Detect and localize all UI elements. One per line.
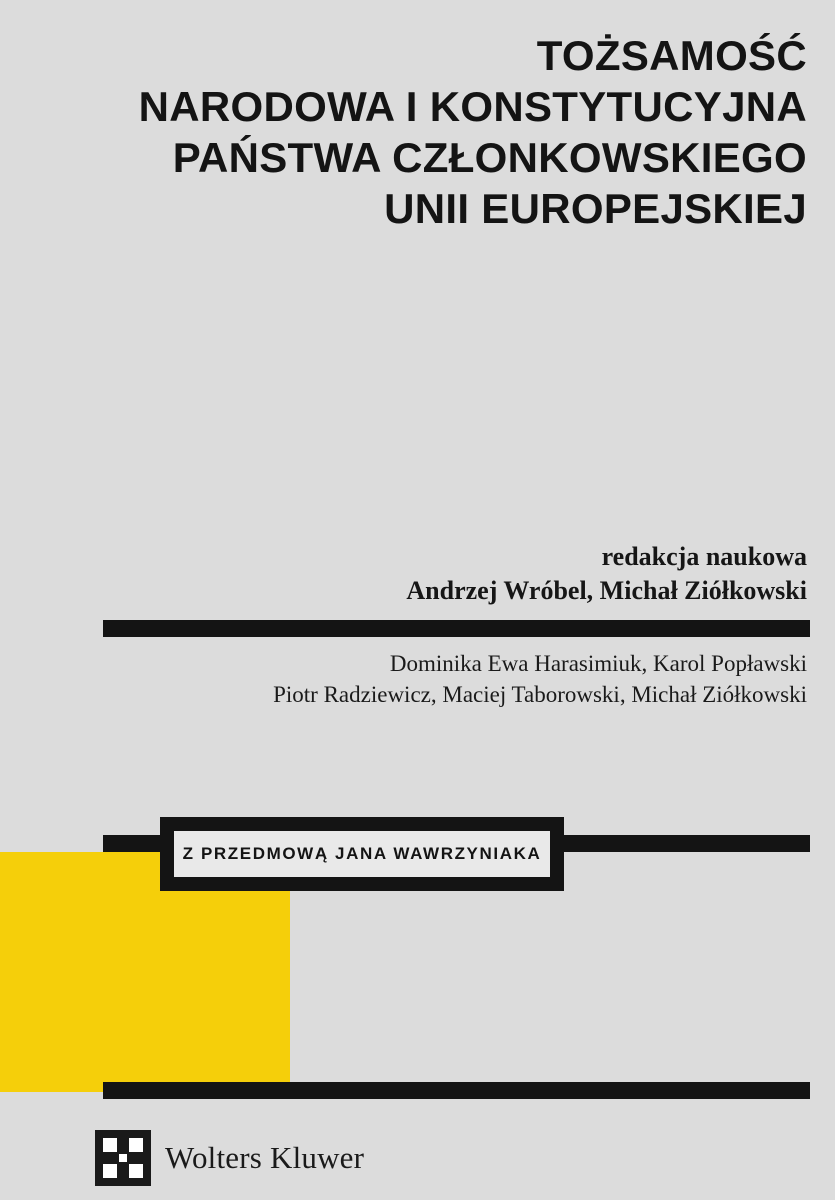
title-line-2: NARODOWA I KONSTYTUCYJNA: [138, 83, 807, 130]
page-title: [107, 30, 807, 234]
editors-label: redakcja naukowa: [601, 542, 807, 571]
authors-block: [67, 648, 807, 710]
editors-block: [107, 540, 807, 608]
foreword-badge: [160, 817, 564, 891]
publisher-logo: [95, 1130, 364, 1186]
author-line-2: Piotr Radziewicz, Maciej Taborowski, Michał Ziółkowski: [273, 682, 807, 707]
divider-rule-bottom: [103, 1082, 810, 1099]
publisher-name: Wolters Kluwer: [165, 1140, 365, 1175]
title-line-1: TOŻSAMOŚĆ: [536, 32, 807, 79]
title-line-4: UNII EUROPEJSKIEJ: [384, 185, 807, 232]
divider-rule-top: [103, 620, 810, 637]
foreword-text: Z PRZEDMOWĄ JANA WAWRZYNIAKA: [182, 844, 542, 863]
author-line-1: Dominika Ewa Harasimiuk, Karol Popławski: [389, 651, 807, 676]
title-line-3: PAŃSTWA CZŁONKOWSKIEGO: [172, 134, 807, 181]
wolters-kluwer-logo-icon: [95, 1130, 151, 1186]
editors-names: Andrzej Wróbel, Michał Ziółkowski: [406, 576, 807, 605]
foreword-badge-inner: [174, 831, 550, 877]
